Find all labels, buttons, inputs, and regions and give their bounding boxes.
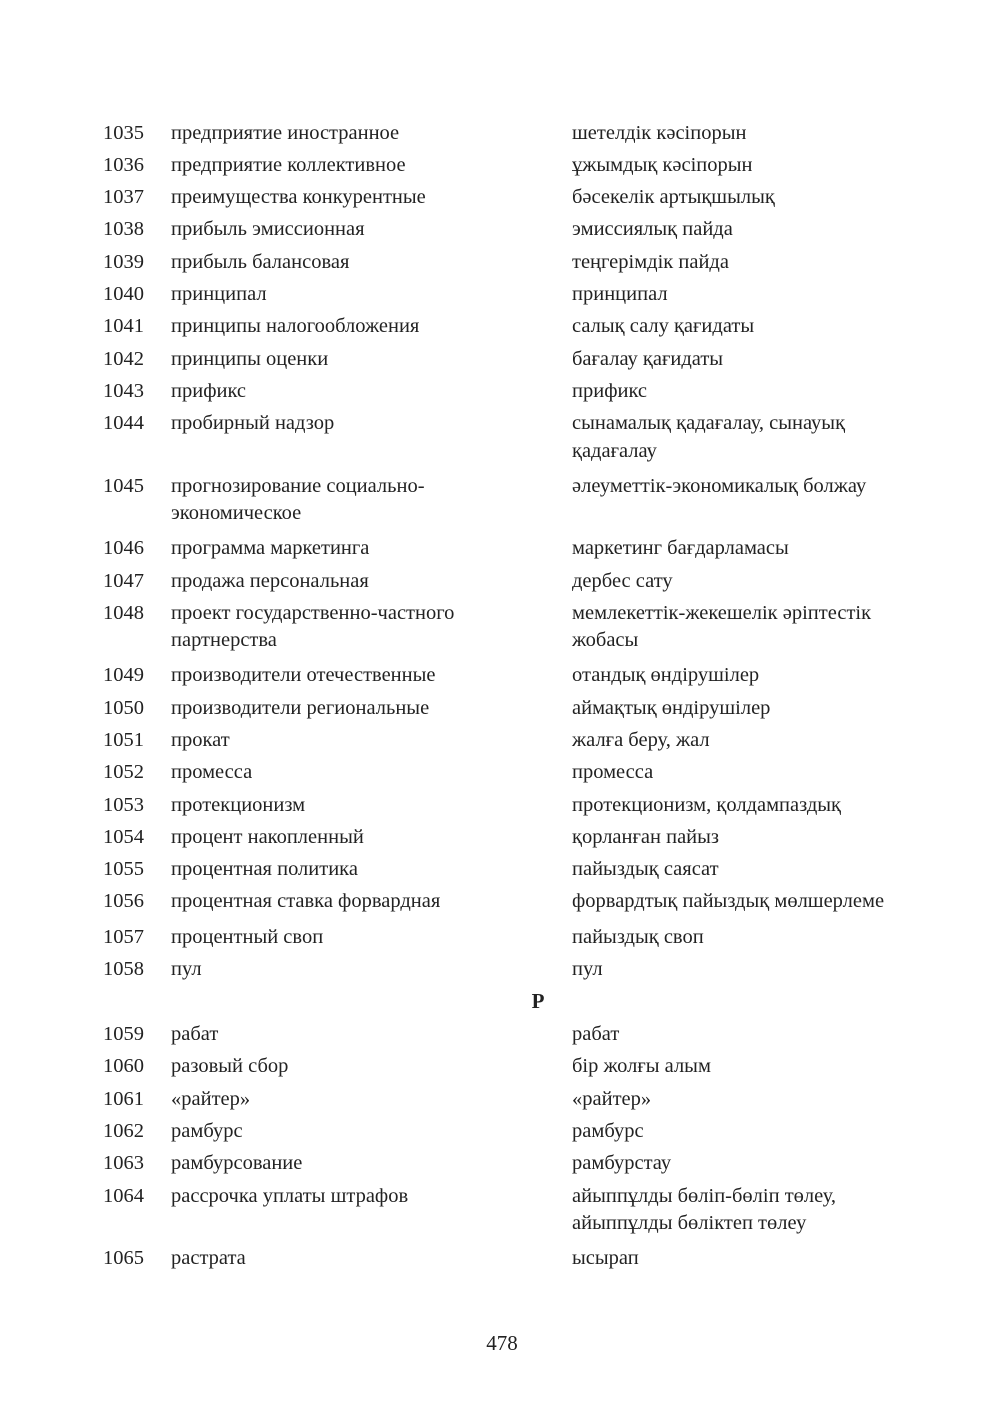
glossary-row [0, 117, 1004, 149]
russian-term: производители отечественные [171, 664, 436, 687]
glossary-entries [0, 117, 1004, 1275]
kazakh-term: мемлекеттік-жекешелік әріптестік жобасы [572, 601, 872, 652]
entry-number: 1043 [103, 379, 144, 402]
russian-term: преимущества конкурентные [171, 186, 426, 209]
kazakh-term: эмиссиялық пайда [572, 218, 733, 241]
russian-term: пробирный надзор [171, 412, 335, 435]
kazakh-term: рабат [572, 1023, 620, 1046]
glossary-row [0, 470, 1004, 533]
page-number: 478 [486, 1331, 518, 1355]
entry-number: 1046 [103, 537, 144, 560]
russian-term: прификс [171, 379, 246, 402]
glossary-row [0, 246, 1004, 278]
russian-term: прибыль балансовая [171, 250, 350, 273]
glossary-row [0, 854, 1004, 886]
glossary-row [0, 724, 1004, 756]
entry-number: 1057 [103, 925, 144, 948]
glossary-row [0, 533, 1004, 565]
kazakh-term: бағалау қағидаты [572, 347, 724, 370]
entry-number: 1062 [103, 1119, 144, 1142]
glossary-row [0, 821, 1004, 853]
entry-number: 1042 [103, 347, 144, 370]
russian-term: прибыль эмиссионная [171, 218, 365, 241]
kazakh-term: отандық өндірушілер [572, 664, 760, 687]
entry-number: 1040 [103, 283, 144, 305]
kazakh-term: дербес сату [572, 569, 673, 592]
entry-number: 1051 [103, 729, 144, 752]
kazakh-term: аймақтық өндірушілер [572, 696, 771, 719]
glossary-row [0, 311, 1004, 343]
kazakh-term: пайыздық саясат [572, 858, 719, 881]
kazakh-term: бір жолғы алым [572, 1055, 711, 1078]
entry-number: 1056 [103, 890, 144, 913]
glossary-row [0, 692, 1004, 724]
entry-number: 1045 [103, 474, 144, 497]
entry-number: 1053 [103, 793, 144, 816]
kazakh-term: ұжымдық кәсіпорын [572, 153, 753, 176]
entry-number: 1065 [103, 1247, 144, 1270]
russian-term: прокат [171, 729, 230, 752]
kazakh-term: маркетинг бағдарламасы [572, 537, 789, 560]
entry-number: 1050 [103, 696, 144, 719]
kazakh-term: промесса [572, 761, 654, 784]
glossary-row [0, 953, 1004, 985]
glossary-row [0, 789, 1004, 821]
entry-number: 1036 [103, 153, 144, 176]
kazakh-term: теңгерімдік пайда [572, 250, 729, 273]
entry-number: 1044 [103, 412, 144, 435]
entry-number: 1039 [103, 250, 144, 273]
entry-number: 1041 [103, 315, 144, 338]
russian-term: «райтер» [171, 1087, 251, 1110]
russian-term: принципы налогообложения [171, 315, 420, 338]
glossary-row [0, 1083, 1004, 1115]
russian-term: рабат [171, 1023, 219, 1046]
entry-number: 1061 [103, 1087, 144, 1110]
russian-term: рамбурсование [171, 1152, 303, 1175]
kazakh-term: жалға беру, жал [572, 729, 710, 752]
russian-term: прогнозирование социально-экономическое [171, 474, 425, 525]
russian-term: продажа персональная [171, 569, 369, 592]
russian-term: пул [171, 957, 202, 980]
kazakh-term: салық салу қағидаты [572, 315, 755, 338]
russian-term: принципы оценки [171, 347, 329, 370]
russian-term: разовый сбор [171, 1055, 289, 1078]
entry-number: 1048 [103, 601, 144, 624]
glossary-row [0, 408, 1004, 471]
entry-number: 1054 [103, 825, 144, 848]
glossary-row [0, 1051, 1004, 1083]
glossary-row [0, 1243, 1004, 1275]
kazakh-term: рамбурстау [572, 1152, 672, 1175]
glossary-row [0, 278, 1004, 310]
kazakh-term: рамбурс [572, 1119, 644, 1142]
kazakh-term: пул [572, 957, 603, 980]
entry-number: 1058 [103, 957, 144, 980]
russian-term: промесса [171, 761, 253, 784]
kazakh-term: пайыздық своп [572, 925, 704, 948]
glossary-row [0, 921, 1004, 953]
russian-term: процент накопленный [171, 825, 364, 848]
kazakh-term: протекционизм, қолдампаздық [572, 793, 842, 816]
section-letter-heading: Р [531, 988, 545, 1013]
kazakh-term: бәсекелік артықшылық [572, 186, 775, 209]
entry-number: 1049 [103, 664, 144, 687]
entries-group-r [0, 1019, 1004, 1275]
glossary-row [0, 597, 1004, 660]
glossary-row [0, 1180, 1004, 1243]
glossary-row [0, 660, 1004, 692]
kazakh-term: қорланған пайыз [572, 825, 720, 848]
entry-number: 1037 [103, 186, 144, 209]
russian-term: проект государственно-частного партнерства [171, 601, 455, 652]
kazakh-term: «райтер» [572, 1087, 652, 1110]
kazakh-term: прификс [572, 379, 647, 402]
russian-term: рассрочка уплаты штрафов [171, 1184, 409, 1207]
glossary-row [0, 214, 1004, 246]
entry-number: 1047 [103, 569, 144, 592]
glossary-row [0, 565, 1004, 597]
entries-group-p [0, 117, 1004, 986]
glossary-row [0, 757, 1004, 789]
glossary-row [0, 149, 1004, 181]
entry-number: 1052 [103, 761, 144, 784]
entry-number: 1060 [103, 1055, 144, 1078]
glossary-row [0, 182, 1004, 214]
russian-term: предприятие коллективное [171, 153, 406, 176]
glossary-row [0, 1148, 1004, 1180]
entry-number: 1064 [103, 1184, 144, 1207]
entry-number: 1035 [103, 121, 144, 144]
kazakh-term: ысырап [572, 1247, 639, 1270]
entry-number: 1059 [103, 1023, 144, 1046]
glossary-row [0, 375, 1004, 407]
kazakh-term: сынамалық қадағалау, сынауық қадағалау [572, 412, 846, 462]
kazakh-term: айыппұлды бөліп-бөліп төлеу, айыппұлды бөліктеп төлеу [572, 1184, 837, 1234]
russian-term: предприятие иностранное [171, 121, 400, 144]
russian-term: программа маркетинга [171, 537, 370, 560]
kazakh-term: шетелдік кәсіпорын [572, 121, 747, 144]
glossary-row [0, 1019, 1004, 1051]
kazakh-term: форвардтық пайыздық мөлшерлеме [572, 890, 885, 913]
russian-term: процентная ставка форвардная [171, 890, 441, 913]
entry-number: 1063 [103, 1152, 144, 1175]
russian-term: процентная политика [171, 858, 358, 881]
kazakh-term: принципал [572, 283, 668, 305]
entry-number: 1038 [103, 218, 144, 241]
russian-term: рамбурс [171, 1119, 243, 1142]
glossary-row [0, 1115, 1004, 1147]
russian-term: растрата [171, 1247, 246, 1270]
russian-term: протекционизм [171, 793, 306, 816]
glossary-row [0, 343, 1004, 375]
russian-term: принципал [171, 283, 267, 305]
russian-term: процентный своп [171, 925, 324, 948]
glossary-row [0, 886, 1004, 921]
russian-term: производители региональные [171, 696, 430, 719]
entry-number: 1055 [103, 858, 144, 881]
kazakh-term: әлеуметтік-экономикалық болжау [572, 474, 867, 497]
